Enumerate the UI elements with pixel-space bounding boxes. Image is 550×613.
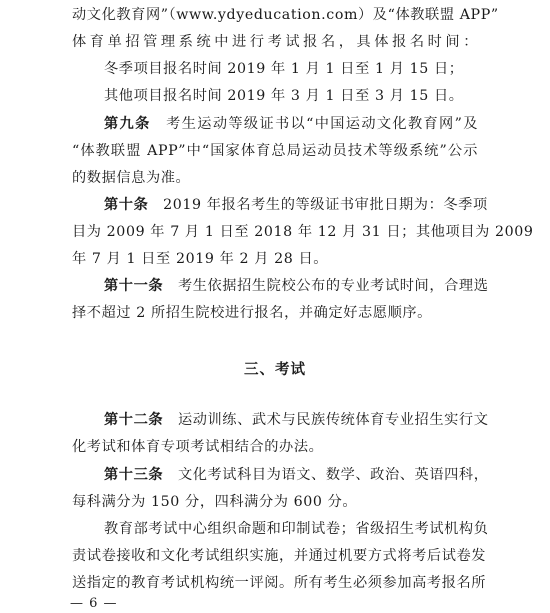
article-11-line-1: 第十一条 考生依据招生院校公布的专业考试时间，合理选 bbox=[104, 278, 489, 294]
article-9-line-2: “体教联盟 APP”中“国家体育总局运动员技术等级系统”公示 bbox=[72, 143, 478, 159]
page-number: — 6 — bbox=[70, 596, 118, 611]
section-heading: 三、考试 bbox=[244, 362, 306, 378]
text-line-3: 冬季项目报名时间 2019 年 1 月 1 日至 1 月 15 日； bbox=[104, 61, 464, 77]
article-12-line-2: 化考试和体育专项考试相结合的办法。 bbox=[72, 439, 324, 455]
article-label: 第九条 bbox=[104, 116, 151, 132]
paragraph-line-1: 教育部考试中心组织命题和印制试卷；省级招生考试机构负 bbox=[104, 521, 489, 537]
article-10-line-2: 目为 2009 年 7 月 1 日至 2018 年 12 月 31 日；其他项目为 2009 bbox=[72, 224, 534, 240]
paragraph-line-3: 送指定的教育考试机构统一评阅。所有考生必须参加高考报名所 bbox=[72, 575, 487, 591]
article-12-line-1: 第十二条 运动训练、武术与民族传统体育专业招生实行文 bbox=[104, 412, 489, 428]
article-11-line-2: 择不超过 2 所招生院校进行报名，并确定好志愿顺序。 bbox=[72, 305, 432, 321]
article-label: 第十二条 bbox=[104, 412, 164, 428]
text-line-2: 体育单招管理系统中进行考试报名，具体报名时间： bbox=[72, 34, 478, 50]
article-label: 第十条 bbox=[104, 197, 149, 213]
article-13-line-1: 第十三条 文化考试科目为语文、数学、政治、英语四科， bbox=[104, 467, 489, 483]
text-line-4: 其他项目报名时间 2019 年 3 月 1 日至 3 月 15 日。 bbox=[104, 88, 464, 104]
article-10-line-1: 第十条 2019 年报名考生的等级证书审批日期为：冬季项 bbox=[104, 197, 488, 213]
article-9-line-3: 的数据信息为准。 bbox=[72, 170, 191, 186]
article-label: 第十三条 bbox=[104, 467, 164, 483]
text-line-1: 动文化教育网”（www.ydyeducation.com）及“体教联盟 APP” bbox=[72, 7, 499, 23]
paragraph-line-2: 责试卷接收和文化考试组织实施，并通过机要方式将考后试卷发 bbox=[72, 548, 487, 564]
article-13-line-2: 每科满分为 150 分，四科满分为 600 分。 bbox=[72, 494, 358, 510]
article-10-line-3: 年 7 月 1 日至 2019 年 2 月 28 日。 bbox=[72, 251, 329, 267]
article-label: 第十一条 bbox=[104, 278, 164, 294]
article-9-line-1: 第九条 考生运动等级证书以“中国运动文化教育网”及 bbox=[104, 116, 478, 132]
